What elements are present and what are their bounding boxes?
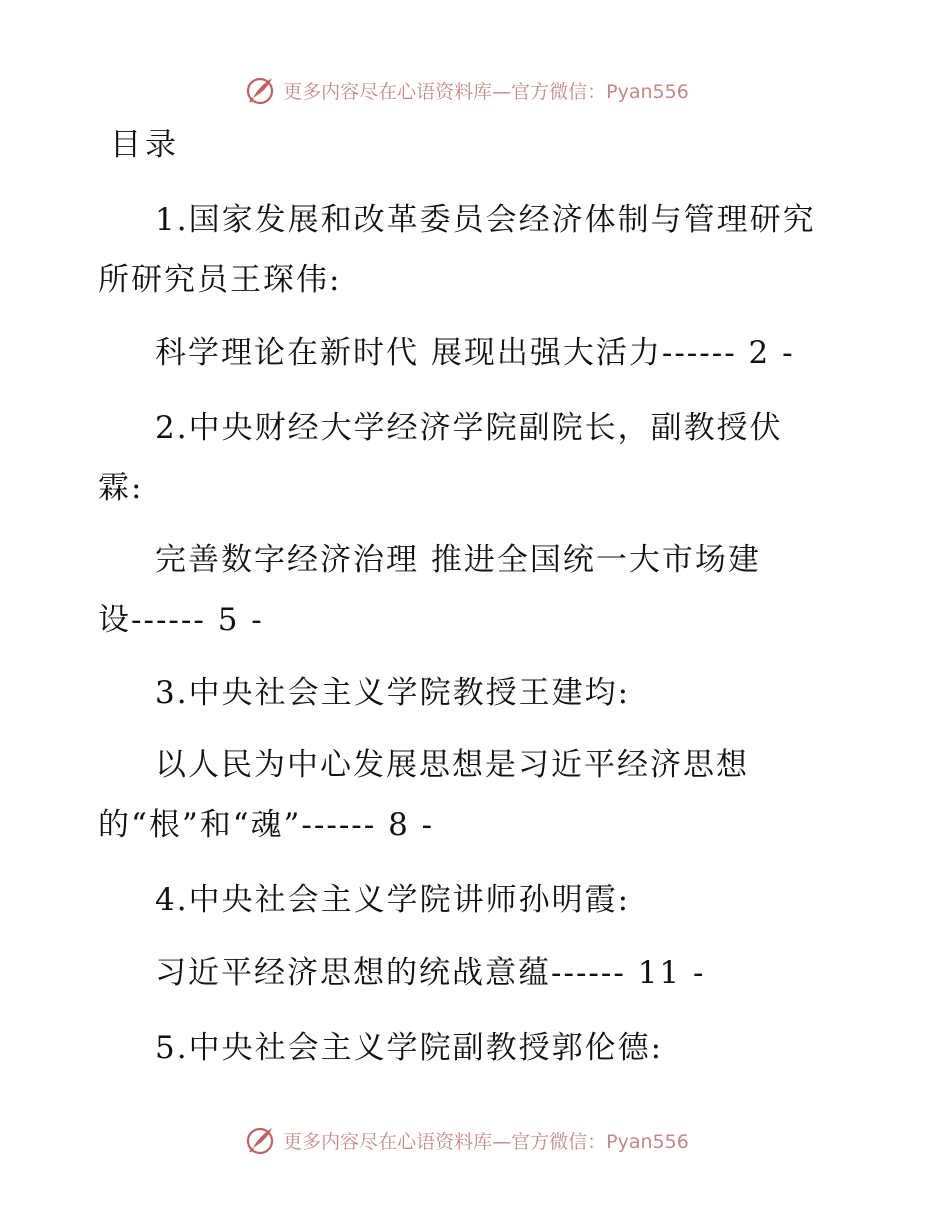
- toc-line: 2.中央财经大学经济学院副院长，副教授伏: [155, 410, 783, 446]
- header-watermark: [0, 70, 950, 110]
- toc-line: 所研究员王琛伟:: [98, 262, 342, 298]
- toc-line: 完善数字经济治理 推进全国统一大市场建: [155, 542, 761, 578]
- footer-watermark: [0, 1120, 950, 1160]
- toc-line: 5.中央社会主义学院副教授郭伦德:: [155, 1030, 664, 1066]
- toc-line: 4.中央社会主义学院讲师孙明霞:: [155, 882, 631, 918]
- toc-line: 科学理论在新时代 展现出强大活力------ 2 -: [155, 335, 795, 371]
- quill-logo-icon: [245, 1124, 277, 1156]
- quill-logo-icon: [245, 74, 277, 106]
- watermark-group: [245, 1124, 689, 1156]
- toc-line: 3.中央社会主义学院教授王建均:: [155, 675, 631, 711]
- toc-title: 目录: [110, 127, 180, 163]
- watermark-text: 更多内容尽在心语资料库—官方微信：Pyan556: [283, 80, 689, 103]
- toc-line: 1.国家发展和改革委员会经济体制与管理研究: [155, 202, 816, 238]
- toc-line: 习近平经济思想的统战意蕴------ 11 -: [155, 955, 706, 991]
- watermark-text: 更多内容尽在心语资料库—官方微信：Pyan556: [283, 1130, 689, 1153]
- toc-line: 设------ 5 -: [98, 602, 264, 638]
- toc-line: 的“根”和“魂”------ 8 -: [98, 807, 435, 843]
- toc-line: 以人民为中心发展思想是习近平经济思想: [155, 747, 749, 783]
- watermark-group: [245, 74, 689, 106]
- toc-line: 霖:: [98, 470, 144, 506]
